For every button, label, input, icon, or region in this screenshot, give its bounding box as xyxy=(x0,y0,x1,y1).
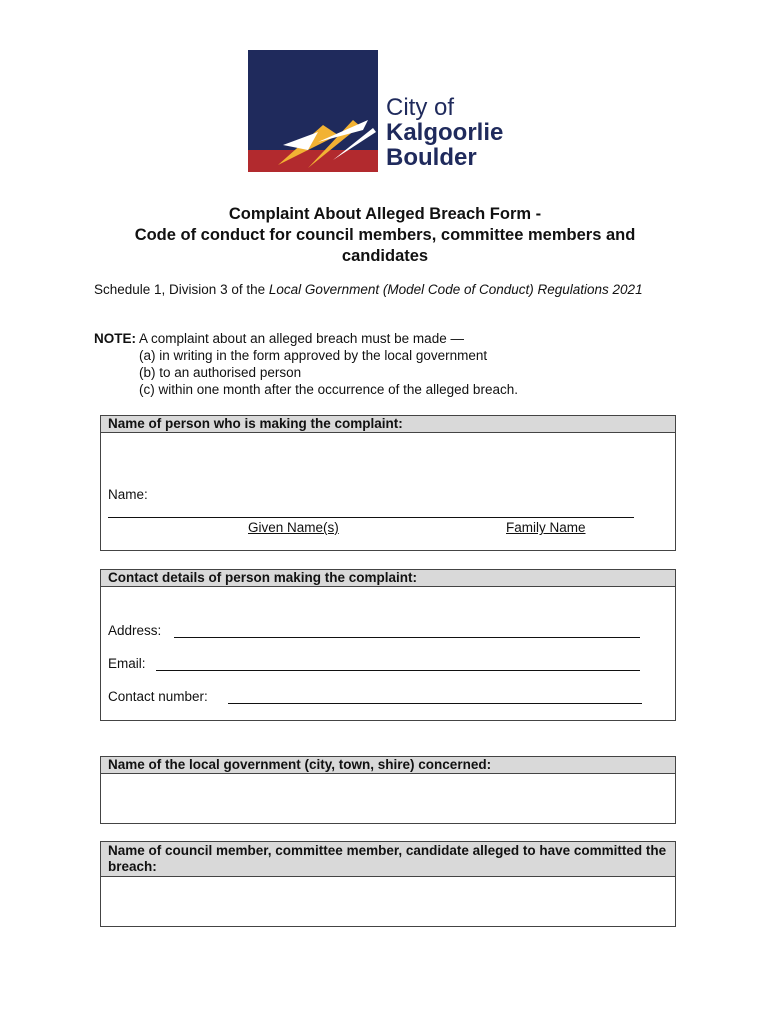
section-heading: Contact details of person making the complaint: xyxy=(101,570,675,587)
schedule-reference xyxy=(94,281,694,299)
logo-line-2: Kalgoorlie xyxy=(386,119,504,146)
family-name-label: Family Name xyxy=(506,520,586,535)
contact-number-input-line[interactable] xyxy=(228,703,642,704)
schedule-prefix: Schedule 1, Division 3 of the xyxy=(94,282,269,297)
note-intro: A complaint about an alleged breach must be made — xyxy=(136,331,464,346)
alleged-person-section xyxy=(100,841,676,927)
given-name-label: Given Name(s) xyxy=(248,520,339,535)
form-title xyxy=(90,204,680,267)
address-label: Address: xyxy=(108,623,162,638)
title-line-1: Complaint About Alleged Breach Form - xyxy=(228,205,542,223)
local-government-section xyxy=(100,756,676,824)
note-item-c: (c) within one month after the occurrence of the alleged breach. xyxy=(139,382,518,397)
note-label: NOTE: xyxy=(94,331,136,346)
name-label: Name: xyxy=(108,487,148,502)
section-heading: Name of the local government (city, town, shire) concerned: xyxy=(101,757,675,774)
logo-wordmark xyxy=(386,95,503,170)
local-government-input-area[interactable] xyxy=(101,774,675,824)
section-heading: Name of person who is making the complaint: xyxy=(101,416,675,433)
email-input-line[interactable] xyxy=(156,670,640,671)
address-input-line[interactable] xyxy=(174,637,640,638)
complainant-name-section xyxy=(100,415,676,551)
note-block xyxy=(94,330,518,398)
note-item-a: (a) in writing in the form approved by the local government xyxy=(139,348,488,363)
logo-line-3: Boulder xyxy=(386,144,477,171)
contact-details-section xyxy=(100,569,676,721)
email-label: Email: xyxy=(108,656,146,671)
note-item-b: (b) to an authorised person xyxy=(139,365,302,380)
name-input-line[interactable] xyxy=(108,517,634,518)
logo-line-1: City of xyxy=(386,94,455,121)
title-line-3: candidates xyxy=(341,247,429,265)
schedule-regulation: Local Government (Model Code of Conduct) Regulations 2021 xyxy=(268,282,643,297)
title-line-2: Code of conduct for council members, committee members and xyxy=(134,226,636,244)
alleged-person-input-area[interactable] xyxy=(101,877,675,927)
contact-number-label: Contact number: xyxy=(108,689,208,704)
section-heading: Name of council member, committee member, candidate alleged to have committed the breach: xyxy=(101,842,675,877)
